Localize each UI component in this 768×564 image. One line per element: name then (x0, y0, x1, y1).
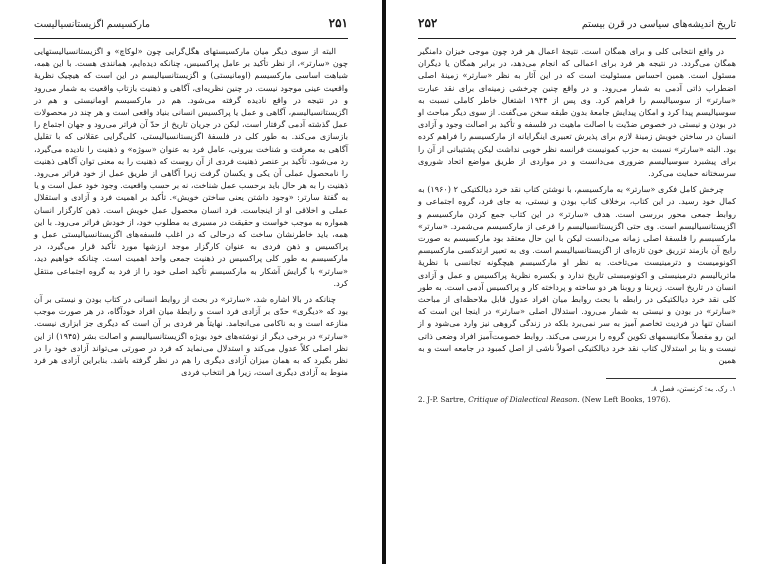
footnote-rule (606, 378, 736, 379)
page-number: ۲۵۲ (418, 16, 438, 30)
left-page (0, 0, 382, 564)
footnote-2-publisher: . (New Left Books, 1976). (577, 395, 671, 405)
paragraph: البته از سوی دیگر میان مارکسیستهای هگل‌گرایی چون «لوکاچ» و اگزیستانسیالیستهایی چون «سارتر»، از نظر تأکید بر عامل پراکسیس، چنانکه دیده‌ایم، همانندی هست. با این همه، شباهت اساسی مارکسیسم (اومانیستی) و اگزیستانسیالیسم در این است که هیچیک نظریهٔ واقعیت عینی موجود نیست. در چنین نظریه‌ای، آگاهی و ذهنیت بازتاب واقعیت به شمار می‌رود و در نتیجه در واقع نادیده گرفته می‌شود. هم در مارکسیسم اومانیستی و هم در اگزیستانسیالیسم، آگاهی و عمل یا پراکسیس انسانی بنیاد واقعی است و هر چند در محصولات عمل گذشته آدمی گرفتار است، لیکن در جریان تاریخ از حدّ آن فراتر می‌رود و جهان اجتماع را بازسازی می‌کند. به طور کلی در فلسفهٔ اگزیستانسیالیستی، کلی‌گرایی عقلانی که با تقلیل آگاهی به معرفت و شناخت بیرونی، عامل فرد به عنوان «سوژه» و ذهنیت را نادیده می‌گیرد، رد می‌شود. تأکید بر عنصر ذهنیت فردی از آن روست که ذهنیت را به معنی توان آگاهی ذهنیت را نامحصول عملی آن یکی و یکسان گرفت زیرا آگاهی از طریق عمل از خود فراتر می‌رود. ذهنیت را به هر حال باید برحسب عمل شناخت، نه بر حسب واقعیت. وجود خود عمل است و یا به گفتهٔ سارتر: «وجود داشتن یعنی ساختن خویش». تأکید بر اهمیت فرد و آزادی و استقلال عملی و اخلاقی او از اینجاست. فرد انسان محصول عمل خویش است. ذهن کارگزار انسان همواره به موجب خواست و حقیقت در مسیری به مطلوب خود، از خودش فراتر می‌رود. با این همه، باید خاطرنشان ساخت که درحالی که در اغلب فلسفه‌های اگزیستانسیالیستی عمل و پراکسیس و ذهن فردی به عنوان کارگزار موجد ارزشها مورد تأکید قرار می‌گیرد، در مارکسیسم به طور کلی پراکسیس در ذهنیت جمعی واحد اهمیت است. چنانکه خواهیم دید، «سارتر» با گرایش آشکار به مارکسیسم تأکید اصلی خود را از فرد به گروه اجتماعی منتقل کرد. (34, 46, 348, 288)
paragraph: در واقع انتخابی کلی و برای همگان است. نتیجهٔ اعمال هر فرد چون موجی خیزان دامنگیر همگان می‌گردد. در نتیجه هر فرد برای اعمالی که انجام می‌دهد، در برابر همگان یا دیگران مسئول است. همین احساس مسئولیت است که در این آثار به نظر «سارتر» زمینهٔ اصلی اضطراب ذاتی آدمی به شمار می‌رود. و در واقع چنین چرخشی زمینه‌ای برای نقد عبارت «سارتر» از سوسیالیسم را فراهم کرد. وی پس از ۱۹۴۴ اشتغال خاطر کاملی نسبت به سوسیالیسم پیدا کرد و امکان پیدایش جامعهٔ بدون طبقه سخن می‌گفت. از سوی دیگر مباحث او در بودن و نیستی در خصوص ضدّیت با اصالت ماهیت در فلسفه و تأکید بر اصالت وجود و آزادی انسان در ساختن خویش زمینهٔ لازم برای پذیرش تعبیری اینگرایانه از مارکسیسم را فراهم کرده بود. البته «سارتر» نسبت به حزب کمونیست فرانسه نظر خوبی نداشت لیکن پشتیبانی از آن را برای پیشبرد سوسیالیسم ضروری می‌دانست و در مواردی از طریق مواضع اتحاد شوروی سرسختانه حمایت می‌کرد. (418, 46, 737, 179)
footnotes (418, 383, 736, 405)
footnote-2 (418, 394, 736, 405)
page-number: ۲۵۱ (328, 16, 348, 30)
paragraph: چرخش کامل فکری «سارتر» به مارکسیسم، با نوشتن کتاب نقد خرد دیالکتیکی ۲ (۱۹۶۰) به کمال خود رسید. در این کتاب، برخلاف کتاب بودن و نیستی، به جای فرد، گروه اجتماعی و روابط جمعی محور بررسی است. هدف «سارتر» در این کتاب جمع کردن مارکسیسم و اگزیستانسیالیسم است. وی حتی اگزیستانسیالیسم را فرعی از مارکسیسم می‌شمرد. «سارتر» مارکسیسم را فلسفهٔ اصلی زمانه می‌دانست لیکن با این حال معتقد بود مارکسیسم به صورت رایج آن بازمند تزریق خون تازه‌ای از اگزیستانسیالیسم است. وی به تعبیر ارتدکسی مارکسیسم اکونومیست و دترمینیست می‌تاخت. به نظر او مارکسیسم هیچگونه تجانسی با نظریهٔ ماتریالیسم دترمینیستی و اکونومیستی تاریخ ندارد و بکسره نظریهٔ پراکسیس و عمل و آزادی انسان در تاریخ است. زیربنا و روبنا هر دو ساخته و پرداخته کار و پراکسیس آدمی است. به طور کلی نقد خرد دیالکتیکی در رابطه با بحث روابط میان افراد عدول قابل ملاحظه‌ای از مباحث «سارتر» در بودن و نیستی به شمار می‌رود. استدلال اصلی «سارتر» در اینجا این است که انسان تنها در فردیت تخاصم آمیز به سر نمی‌برد بلکه در زندگی گروهی نیز وارد می‌شود و از این رو مفصلاً مکانیسمهای تکوین گروه را بررسی می‌کند. روابط خصومت‌آمیز افراد وضعی ذاتی نیست و بنا بر استدلال کتاب نقد خرد دیالکتیکی اصولاً ناشی از اصل کمبود در جامعه است و به همین (418, 184, 736, 366)
left-running-head (34, 16, 348, 30)
header-rule (418, 38, 736, 39)
paragraph: چنانکه در بالا اشاره شد، «سارتر» در بحث از روابط انسانی در کتاب بودن و نیستی بر آن بود که «دیگری» حدّی بر آزادی فرد است و رابطهٔ میان افراد خودآگاه، در هر صورت موجب منازعه است و به ناکامی می‌انجامد. نهایتاً هر فردی بر آن است که دیگری جز ابزاری نیست. «سارتر» در برخی دیگر از نوشته‌های خود بویژه اگزیستانسیالیسم و اصالت بشر (۱۹۴۵) از این نظر اصلی کلاً عدول می‌کند و استدلال می‌نماید که فرد در صورتی می‌تواند آزادی خود را در نظر بگیرد که به همان میزان آزادی دیگری را هم در نظر گرفته باشد. بنابراین آزادی هر فرد منوط به آزادی دیگری است، زیرا هر انتخاب فردی (34, 294, 349, 378)
footnote-2-book-title: Critique of Dialectical Reason (468, 395, 578, 405)
running-title: تاریخ اندیشه‌های سیاسی در قرن بیستم (581, 19, 736, 30)
right-body-text (418, 45, 736, 366)
header-rule (34, 38, 348, 39)
running-title: مارکسیسم اگزیستانسیالیست (34, 19, 150, 30)
footnote-2-author: 2. J-P. Sartre, (418, 395, 469, 405)
right-page (386, 0, 768, 564)
footnote-1: ۱. رک. به: کرنستن، فصل ۸. (650, 384, 736, 394)
left-body-text (34, 45, 348, 378)
right-running-head (418, 16, 736, 30)
